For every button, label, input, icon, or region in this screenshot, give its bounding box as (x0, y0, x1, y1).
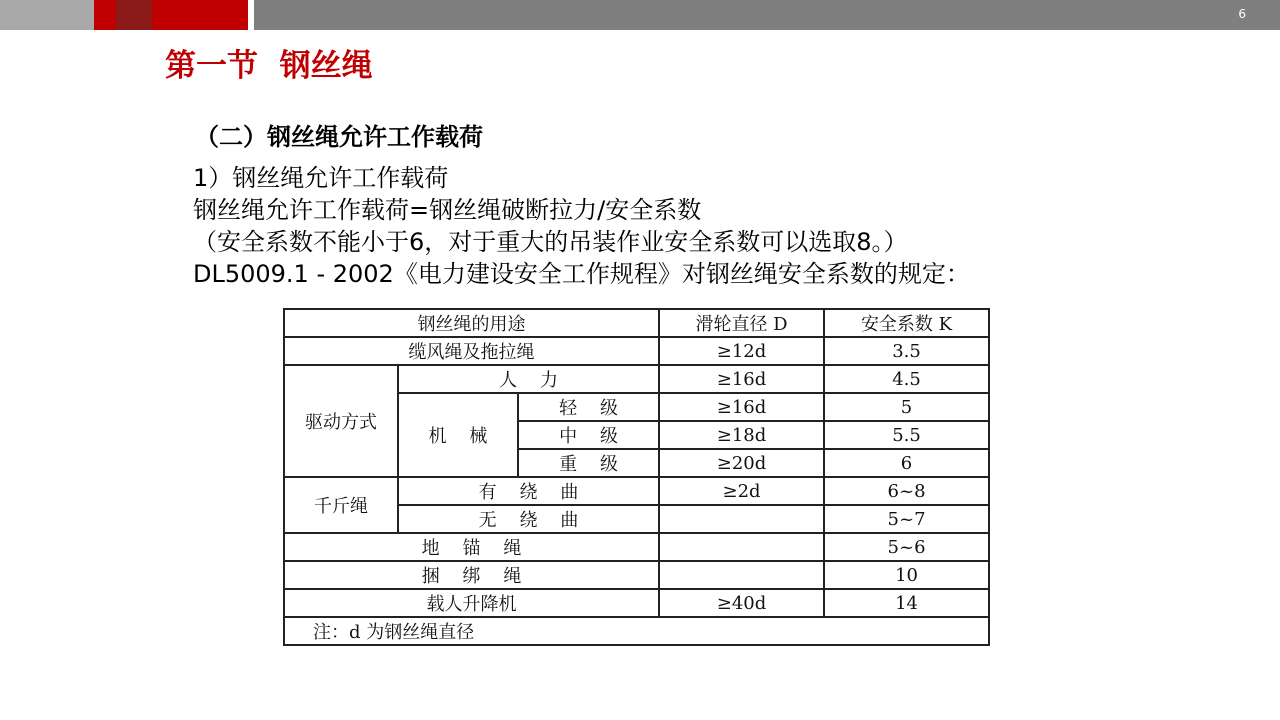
usage-cell: 有 绕 曲 (398, 477, 659, 505)
table-row (284, 365, 989, 393)
table-row (284, 337, 989, 365)
usage-cell: 捆 绑 绳 (284, 561, 659, 589)
body-line: 钢丝绳允许工作载荷=钢丝绳破断拉力/安全系数 (193, 196, 702, 224)
top-bar-dark-red-block (116, 0, 152, 30)
body-line: 1）钢丝绳允许工作载荷 (193, 164, 449, 192)
factor-cell: 14 (824, 589, 989, 617)
page-number: 6 (1238, 7, 1246, 21)
usage-cell: 无 绕 曲 (398, 505, 659, 533)
usage-cell: 人 力 (398, 365, 659, 393)
factor-cell: 5.5 (824, 421, 989, 449)
pulley-cell (659, 533, 824, 561)
table-header-row (284, 309, 989, 337)
section-title: 第一节 钢丝绳 (165, 48, 373, 84)
subsection-title: （二）钢丝绳允许工作载荷 (195, 123, 483, 151)
top-bar-gray-block (0, 0, 94, 30)
pulley-cell (659, 505, 824, 533)
usage-cell: 轻 级 (518, 393, 659, 421)
factor-cell: 5~6 (824, 533, 989, 561)
pulley-cell: ≥20d (659, 449, 824, 477)
pulley-cell: ≥16d (659, 365, 824, 393)
factor-cell: 4.5 (824, 365, 989, 393)
table-row (284, 561, 989, 589)
usage-cell: 缆风绳及拖拉绳 (284, 337, 659, 365)
pulley-cell: ≥40d (659, 589, 824, 617)
table-row (284, 589, 989, 617)
jack-rope-cell: 千斤绳 (284, 477, 398, 533)
body-text (193, 162, 970, 290)
factor-cell: 6~8 (824, 477, 989, 505)
table-row (284, 533, 989, 561)
header-pulley-diameter: 滑轮直径 D (659, 309, 824, 337)
usage-cell: 中 级 (518, 421, 659, 449)
table-note-row (284, 617, 989, 645)
table-row (284, 477, 989, 505)
body-line: DL5009.1 - 2002《电力建设安全工作规程》对钢丝绳安全系数的规定： (193, 260, 970, 288)
body-line: （安全系数不能小于6，对于重大的吊装作业安全系数可以选取8。） (193, 228, 908, 256)
usage-cell: 载人升降机 (284, 589, 659, 617)
usage-cell: 地 锚 绳 (284, 533, 659, 561)
safety-factor-table (283, 308, 990, 646)
usage-cell: 重 级 (518, 449, 659, 477)
top-bar-gray-strip (254, 0, 1280, 30)
pulley-cell: ≥16d (659, 393, 824, 421)
header-usage: 钢丝绳的用途 (284, 309, 659, 337)
top-bar-red-block-wide (152, 0, 248, 30)
factor-cell: 6 (824, 449, 989, 477)
top-bar (0, 0, 1280, 30)
top-bar-red-block (94, 0, 116, 30)
machine-cell: 机 械 (398, 393, 518, 477)
pulley-cell: ≥18d (659, 421, 824, 449)
factor-cell: 5~7 (824, 505, 989, 533)
table-note: 注：d 为钢丝绳直径 (284, 617, 989, 645)
pulley-cell: ≥12d (659, 337, 824, 365)
header-safety-factor: 安全系数 K (824, 309, 989, 337)
drive-mode-cell: 驱动方式 (284, 365, 398, 477)
factor-cell: 3.5 (824, 337, 989, 365)
factor-cell: 5 (824, 393, 989, 421)
factor-cell: 10 (824, 561, 989, 589)
pulley-cell (659, 561, 824, 589)
pulley-cell: ≥2d (659, 477, 824, 505)
